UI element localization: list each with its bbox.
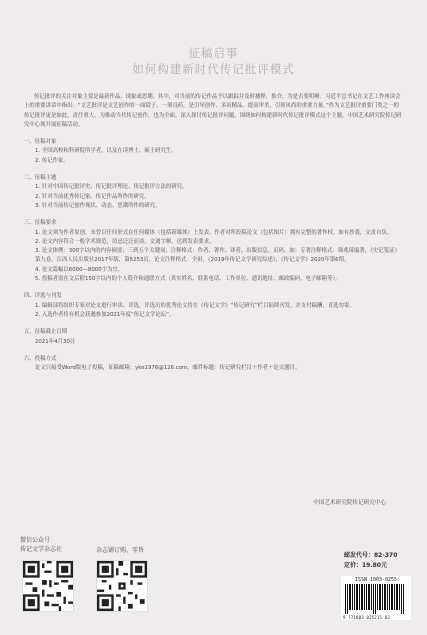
page-subtitle: 如何构建新时代传记批评模式 [132,62,295,76]
price: 定价：19.80元 [344,562,387,569]
list-item: 2. 传记作家。 [35,157,69,164]
wechat-label: 微信公众号 [20,537,51,544]
list-item: 1. 针对中国传记批评史、传记批评理论、传记批评方法的研究。 [35,184,188,191]
notice-body [24,93,404,373]
section-heading: 二、征稿主题 [24,175,57,182]
wechat-block [20,536,62,554]
section-heading: 四、评选与刊发 [24,293,62,300]
subscribe-label: 杂志铺订购、零售 [96,547,145,554]
store-qr-code [96,560,148,612]
barcode-digits: 9 771003 025215 03 [343,615,390,620]
list-item: 4. 论文篇幅以6000—8000字为宜。 [35,266,124,273]
list-item: 3. 针对当前传记创作现状、动态、思潮所作的研究。 [35,202,161,209]
wechat-qr-code [22,560,74,612]
issn-label: ISSN 1003-0255 [354,577,398,583]
publication-info [344,551,397,571]
postal-code: 邮发代号：82-370 [344,552,398,559]
section-heading: 三、征稿要求 [24,220,57,227]
list-item: 1. 编辑部将组织专家对论文进行审读、评选，评选出的优秀论文将在《传记文学》“传记研究”栏目陆续刊发，并支付稿酬，青选勿寄。 [35,302,355,309]
list-item: 2. 针对当前优秀传记家、传记作品所作的研究。 [35,193,150,200]
signature: 中国艺术研究院传记研究中心 [313,500,386,506]
page-title: 征稿启事 [188,46,239,60]
list-item: 5. 投稿者需在文后附150字以内的个人简介和通联方式（真实姓名、联系电话、工作单位、通讯地址、邮政编码、电子邮箱等）。 [35,276,341,283]
list-item: 1. 论文须为作者原创，未曾以任何形式在任何媒体（包括新媒体）上发表。作者对所投稿论文（包括图片）拥有完整的著作权，如有抄袭，文责自负。 [35,229,393,236]
qr-icon [23,561,73,611]
section-heading: 一、征稿对象 [24,139,57,146]
list-item: 3. 论文体例：300字以内的内容摘要；三到五个关键词；注释格式：作者、著作、译者、出版信息、页码。如：专著注释格式：韩兆琦编著，《史记笺证》第九卷，江西人民出版社2017年版，第5253页。论文注释格式：全祖，《2019年传记文学研究综述》，《传记文学》2020年第6期。 [35,248,400,264]
list-item: 1. 全国高校和科研院所学者，以及在读博士、硕士研究生。 [35,148,177,155]
isbn-barcode [341,576,411,620]
intro-paragraph: 传记批评的关注对象主要是最新作品、现象或思潮。其中，对当前的传记作品予以跟踪并及时捕释，推介，为是否要明晰。习近平总书记在文艺工作座谈会上的重要讲话中指出：“文艺批评是文艺创作的一面镜子、一剂良药，是引导创作、多出精品、提高审美、引领风尚的重要力量。”作为文艺批评重要门类之一的传记批评更是如此，责任重大。为推动当代传记创作，也为全面、深入探讨传记批评问题，围绕如何构建新时代传记批评模式这个主题，中国艺术研究院传记研究中心现开展征稿活动。 [24,94,402,128]
list-item: 2. 入选作者将有机会获邀参加2021年度“传记文学论坛”。 [35,311,175,318]
wechat-name: 传记文学杂志社 [20,546,63,553]
barcode-icon [344,584,408,614]
qr-icon [97,561,147,611]
section-heading: 五、征稿截止日期 [24,329,68,336]
list-item: 2. 论文内容符合一般学术规范，切忌泛泛而谈，文通字顺，达到发表要求。 [35,238,215,245]
section-heading: 六、投稿方式 [24,355,57,362]
list-item: 论文只接受Word版电子投稿，征稿邮箱：yke1976@126.com，邮件标题：传记研究栏目＋作者＋论文题目。 [35,365,301,372]
list-item: 2021年4月30日 [35,338,76,345]
